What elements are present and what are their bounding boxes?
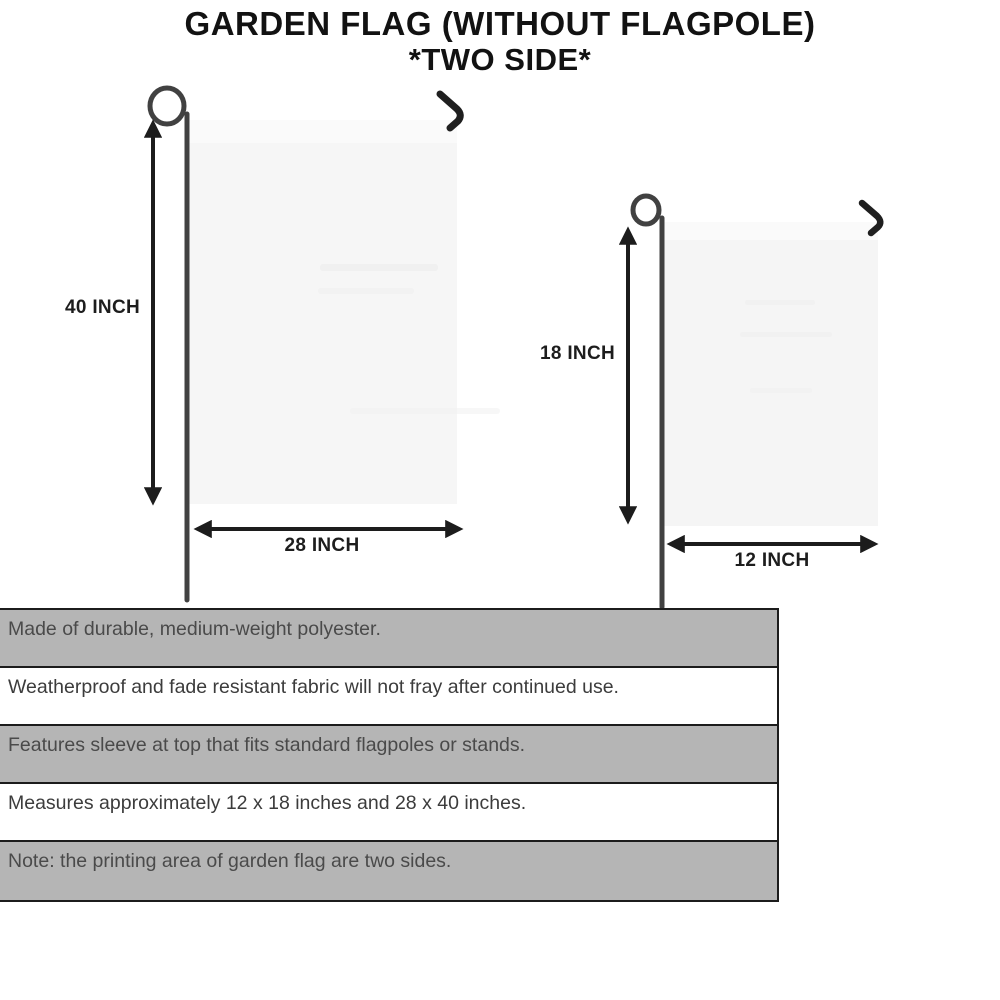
feature-row-sleeve: Features sleeve at top that fits standard flagpoles or stands. <box>0 726 777 784</box>
small-flag-height-label: 18 INCH <box>540 343 615 364</box>
small-flagpole-loop <box>633 196 659 224</box>
large-flag-width-label: 28 INCH <box>284 535 360 556</box>
title-line-2: *TWO SIDE* <box>408 41 592 77</box>
feature-row-material: Made of durable, medium-weight polyester. <box>0 610 777 668</box>
small-flag-group <box>628 196 880 607</box>
small-flag-sleeve <box>664 222 878 240</box>
small-flag-fabric <box>664 222 878 526</box>
small-flag-width-label: 12 INCH <box>734 550 810 571</box>
small-flag-faint-print <box>745 300 815 305</box>
feature-row-note: Note: the printing area of garden flag are two sides. <box>0 842 777 900</box>
small-flag-faint-print <box>750 388 812 393</box>
large-flag-group <box>150 88 500 600</box>
small-flag-faint-print <box>740 332 832 337</box>
large-flag-faint-print <box>320 264 438 271</box>
features-table <box>0 608 779 902</box>
large-flag-fabric <box>189 120 457 504</box>
large-flag-faint-print <box>350 408 500 414</box>
feature-row-measures: Measures approximately 12 x 18 inches and 28 x 40 inches. <box>0 784 777 842</box>
title-line-1: GARDEN FLAG (WITHOUT FLAGPOLE) <box>184 5 816 42</box>
large-flag-height-label: 40 INCH <box>65 297 140 318</box>
large-flagpole-loop <box>150 88 184 124</box>
large-flag-faint-print <box>318 288 414 294</box>
large-flag-sleeve <box>189 120 457 143</box>
feature-row-weatherproof: Weatherproof and fade resistant fabric will not fray after continued use. <box>0 668 777 726</box>
